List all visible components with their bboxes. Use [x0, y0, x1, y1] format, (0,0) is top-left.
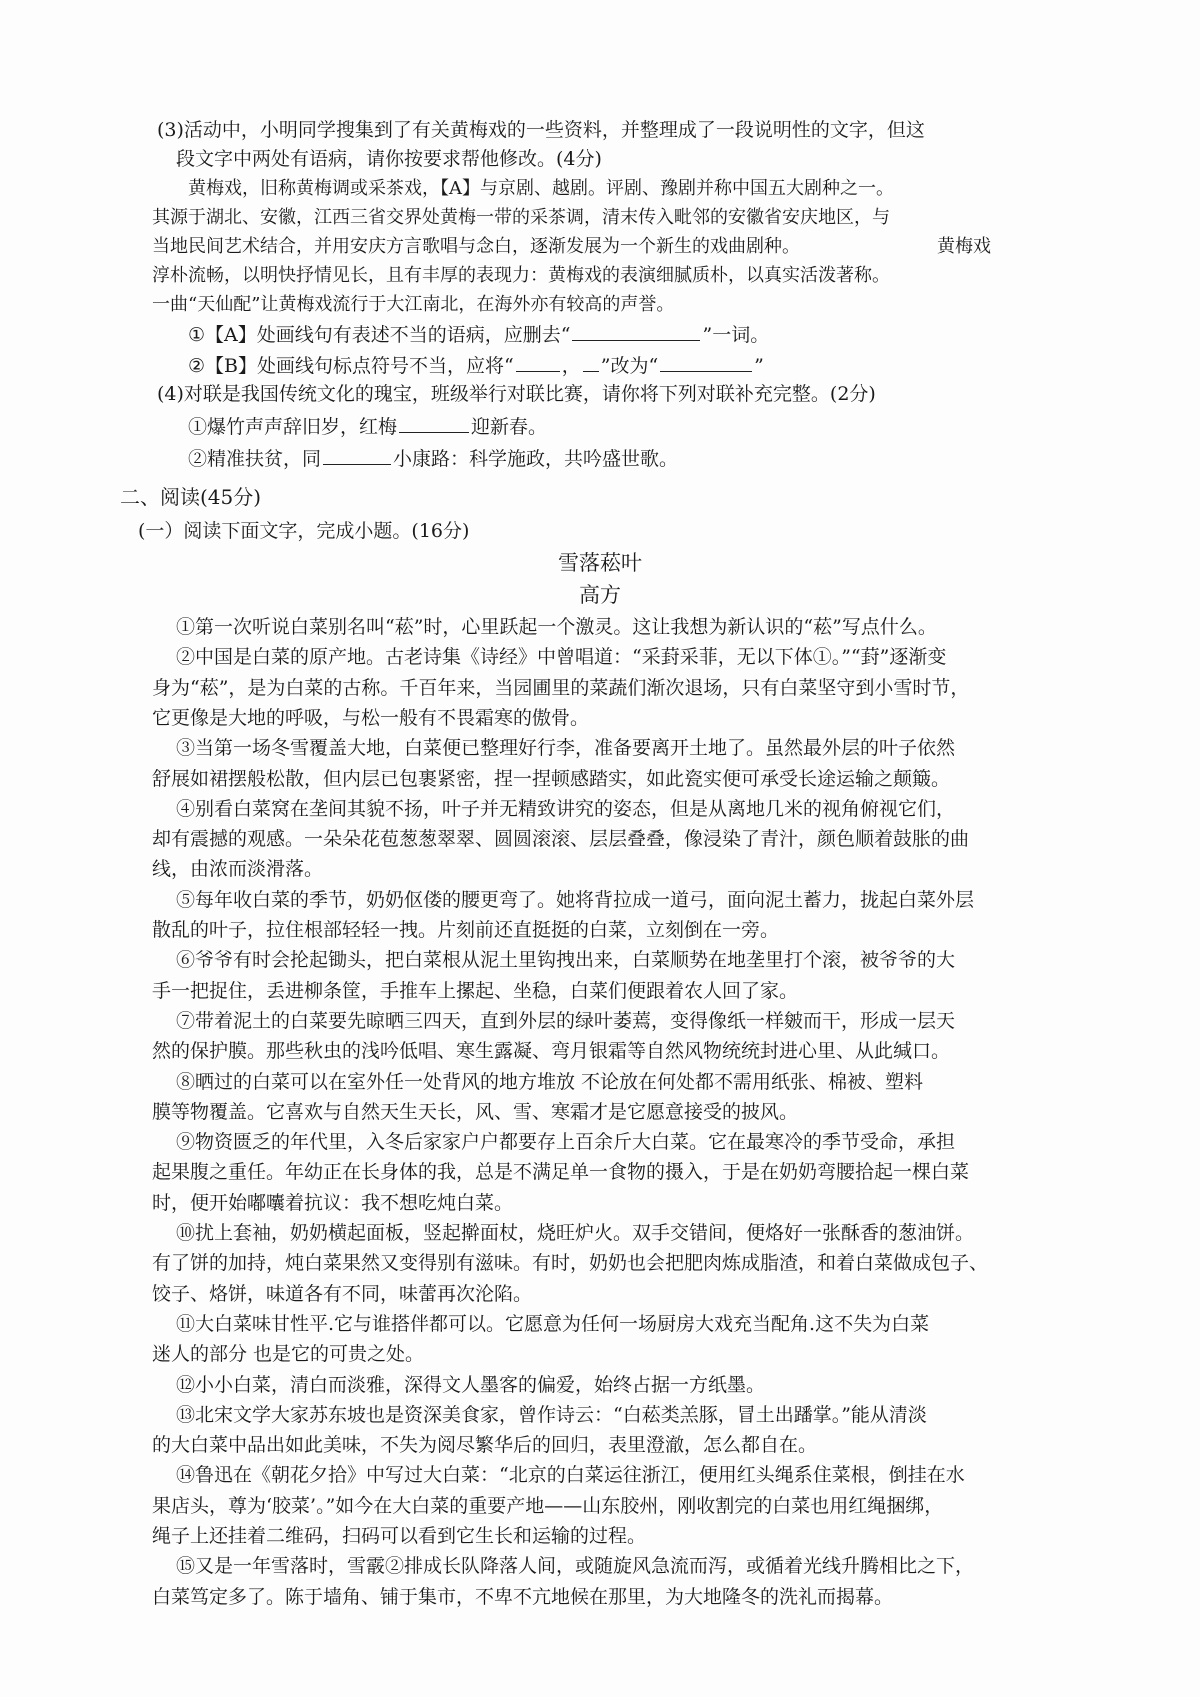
q3-sub1-blank[interactable]	[572, 320, 700, 341]
section-heading: 二、阅读(45分)	[120, 485, 262, 509]
q3-passage-line-2: 其源于湖北、安徽，江西三省交界处黄梅一带的采茶调，清末传入毗邻的安徽省安庆地区，与	[152, 207, 890, 228]
article-author: 高方	[579, 583, 621, 607]
q3-sub2	[188, 351, 764, 379]
article-line: ③当第一场冬雪覆盖大地，白菜便已整理好行李，准备要离开土地了。虽然最外层的叶子依然	[176, 737, 956, 760]
article-line: 时，便开始嘟囔着抗议：我不想吃炖白菜。	[152, 1191, 514, 1214]
q3-sub2-mid: ”改为“	[600, 355, 659, 377]
article-line: 手一把捉住，丢进柳条筐，手推车上摞起、坐稳，白菜们便跟着农人回了家。	[152, 979, 799, 1002]
article-line: ④别看白菜窝在垄间其貌不扬，叶子并无精致讲究的姿态，但是从离地几米的视角俯视它们，	[176, 797, 956, 820]
article-line: 散乱的叶子，拉住根部轻轻一拽。片刻前还直挺挺的白菜，立刻倒在一旁。	[152, 919, 780, 941]
q3-sub1	[188, 320, 769, 348]
q3-sub1-suffix: ”一词。	[702, 324, 770, 346]
q4-couplet-2-prefix: ②精准扶贫，同	[188, 448, 322, 470]
q3-stem-line-1: (3)活动中，小明同学搜集到了有关黄梅戏的一些资料，并整理成了一段说明性的文字，但这	[157, 119, 925, 141]
q3-sub2-blank-c[interactable]	[660, 351, 752, 372]
article-line: 膜等物覆盖。它喜欢与自然天生天长，风、雪、寒霜才是它愿意接受的披风。	[152, 1100, 799, 1123]
q4-couplet-1	[188, 412, 547, 440]
article-line: 绳子上还挂着二维码，扫码可以看到它生长和运输的过程。	[152, 1525, 647, 1547]
article-line: 它更像是大地的呼吸，与松一般有不畏霜寒的傲骨。	[152, 706, 590, 729]
q4-stem: (4)对联是我国传统文化的瑰宝，班级举行对联比赛，请你将下列对联补充完整。(2分)	[157, 383, 876, 405]
article-line: 迷人的部分 也是它的可贵之处。	[152, 1343, 425, 1366]
q3-sub2-prefix: ②【B】处画线句标点符号不当，应将“	[188, 355, 514, 377]
article-line: 果店头，尊为‘胶菜’。”如今在大白菜的重要产地——山东胶州，刚收割完的白菜也用红绳捆绑，	[152, 1494, 944, 1517]
q4-couplet-1-suffix: 迎新春。	[471, 416, 548, 438]
q4-couplet-1-blank[interactable]	[399, 412, 469, 433]
article-line: 的大白菜中品出如此美味，不失为阅尽繁华后的回归，表里澄澈，怎么都自在。	[152, 1434, 818, 1457]
q3-sub1-prefix: ①【A】处画线句有表述不当的语病，应删去“	[188, 324, 571, 346]
q3-sub2-mark: ，	[561, 355, 581, 377]
q3-sub2-blank-b[interactable]	[583, 351, 599, 372]
article-line: ⑦带着泥土的白菜要先晾晒三四天，直到外层的绿叶萎蔫，变得像纸一样皴而干，形成一层天	[176, 1009, 956, 1032]
article-title: 雪落菘叶	[558, 551, 642, 575]
q3-passage-tail: 黄梅戏	[937, 236, 991, 257]
article-line: ⑭鲁迅在《朝花夕拾》中写过大白菜：“北京的白菜运往浙江，便用红头绳系住菜根，倒挂在水	[176, 1464, 965, 1487]
q3-passage-line-1: 黄梅戏，旧称黄梅调或采茶戏，【A】与京剧、越剧。评剧、豫剧并称中国五大剧种之一。	[188, 178, 894, 199]
article-line: 起果腹之重任。年幼正在长身体的我，总是不满足单一食物的摄入，于是在奶奶弯腰拾起一棵白菜	[152, 1161, 970, 1184]
article-line: ⑫小小白菜，清白而淡雅，深得文人墨客的偏爱，始终占据一方纸墨。	[176, 1373, 766, 1396]
article-line: ⑤每年收白菜的季节，奶奶伛偻的腰更弯了。她将背拉成一道弓，面向泥土蓄力，拢起白菜外层	[176, 888, 975, 911]
q4-couplet-2-blank[interactable]	[323, 444, 391, 465]
article-line: ①第一次听说白菜别名叫“菘”时，心里跃起一个激灵。这让我想为新认识的“菘”写点什么。	[176, 616, 937, 638]
q4-couplet-2	[188, 444, 678, 472]
article-line: ⑥爷爷有时会抡起锄头，把白菜根从泥土里钩拽出来，白菜顺势在地垄里打个滚，被爷爷的大	[176, 949, 956, 972]
article-line: 线，由浓而淡滑落。	[152, 858, 324, 881]
q3-sub2-suffix: ”	[754, 355, 764, 377]
article-line: ②中国是白菜的原产地。古老诗集《诗经》中曾唱道：“采葑采菲，无以下体①。”“葑”逐渐变	[176, 646, 947, 669]
part-heading: (一）阅读下面文字，完成小题。(16分)	[138, 520, 470, 542]
article-line: ⑬北宋文学大家苏东坡也是资深美食家，曾作诗云：“白菘类羔豚，冒土出蹯掌。”能从清淡	[176, 1403, 927, 1426]
article-line: ⑨物资匮乏的年代里，入冬后家家户户都要存上百余斤大白菜。它在最寒冷的季节受命，承担	[176, 1131, 956, 1154]
q3-passage-line-4: 淳朴流畅，以明快抒情见长，且有丰厚的表现力：黄梅戏的表演细腻质朴，以真实活泼著称。	[152, 265, 890, 286]
article-line: 舒展如裙摆般松散，但内层已包裹紧密，捏一捏顿感踏实，如此瓷实便可承受长途运输之颠簸。	[152, 767, 951, 790]
q3-sub2-blank-a[interactable]	[516, 351, 560, 372]
article-line: ⑪大白菜味甘性平.它与谁搭伴都可以。它愿意为任何一场厨房大戏充当配角.这不失为白菜	[176, 1312, 930, 1335]
article-line: 有了饼的加持，炖白菜果然又变得别有滋味。有时，奶奶也会把肥肉炼成脂渣，和着白菜做成包子、	[152, 1252, 989, 1275]
article-line: ⑧晒过的白菜可以在室外任一处背风的地方堆放 不论放在何处都不需用纸张、棉被、塑料	[176, 1070, 924, 1093]
q3-passage-line-3: 当地民间艺术结合，并用安庆方言歌唱与念白，逐渐发展为一个新生的戏曲剧种。	[152, 236, 800, 257]
q3-passage-line-5: 一曲“天仙配”让黄梅戏流行于大江南北，在海外亦有较高的声誉。	[152, 294, 675, 315]
article-line: 却有震撼的观感。一朵朵花苞葱葱翠翠、圆圆滚滚、层层叠叠，像浸染了青汁，颜色顺着鼓胀的曲	[152, 828, 970, 851]
q4-couplet-1-prefix: ①爆竹声声辞旧岁，红梅	[188, 416, 398, 438]
article-line: ⑩扰上套袖，奶奶横起面板，竖起擀面杖，烧旺炉火。双手交错间，便烙好一张酥香的葱油饼。	[176, 1222, 975, 1244]
article-line: 然的保护膜。那些秋虫的浅吟低唱、寒生露凝、弯月银霜等自然风物统统封进心里、从此缄口。	[152, 1040, 951, 1063]
article-line: 饺子、烙饼，味道各有不同，味蕾再次沦陷。	[152, 1282, 533, 1305]
q4-couplet-2-suffix: 小康路：科学施政，共吟盛世歌。	[393, 448, 679, 470]
article-line: 身为“菘”，是为白菜的古称。千百年来，当园圃里的菜蔬们渐次退场，只有白菜坚守到小雪时节，	[152, 676, 970, 699]
article-line: 白菜笃定多了。陈于墙角、铺于集市，不卑不亢地候在那里，为大地隆冬的洗礼而揭幕。	[152, 1585, 894, 1608]
q3-stem-line-2: 段文字中两处有语病，请你按要求帮他修改。(4分)	[176, 148, 602, 170]
article-line: ⑮又是一年雪落时，雪霰②排成长队降落人间，或随旋风急流而泻，或循着光线升腾相比之下，	[176, 1555, 975, 1578]
